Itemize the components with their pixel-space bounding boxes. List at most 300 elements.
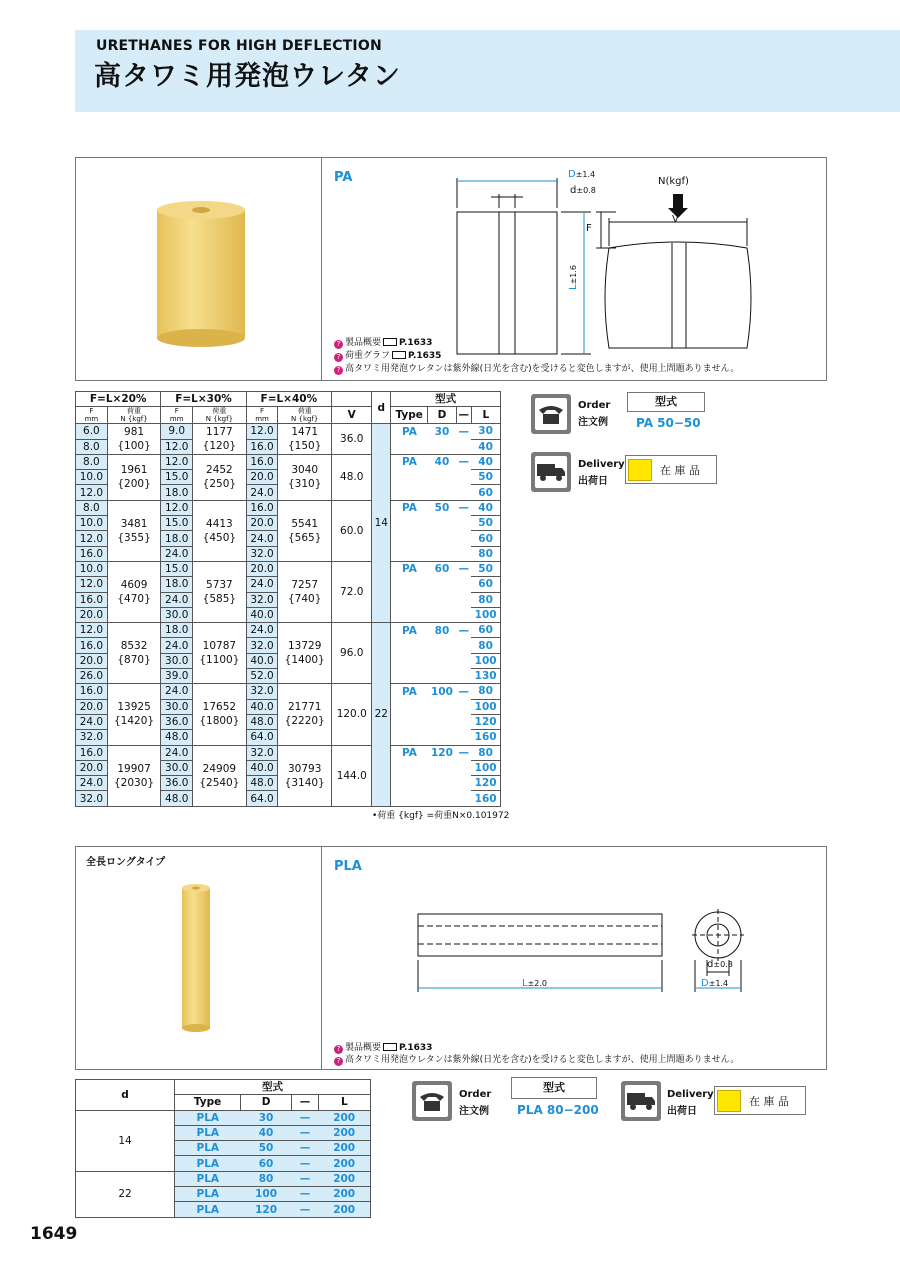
load-kgf: {355} <box>117 531 151 544</box>
load-value <box>193 684 247 745</box>
v-header-top <box>331 392 371 407</box>
f-value: 10.0 <box>76 516 108 531</box>
load-kgf: {1800} <box>199 715 240 728</box>
f-value: 12.0 <box>76 623 108 638</box>
type-cell: PA <box>391 623 428 638</box>
order2-label-jp: 注文例 <box>459 1106 489 1117</box>
v-value: 96.0 <box>331 623 371 684</box>
f-value: 64.0 <box>246 791 278 806</box>
type-cell <box>456 776 471 791</box>
f-value: 32.0 <box>246 684 278 699</box>
f-value: 48.0 <box>246 714 278 729</box>
pla-type-subheader: D <box>241 1095 292 1110</box>
f-value: 12.0 <box>76 531 108 546</box>
type-cell: 80 <box>471 684 500 699</box>
n-subheader <box>278 407 332 424</box>
order2-example: PLA 80−200 <box>517 1103 599 1117</box>
pla-type-cell: PLA <box>175 1171 241 1186</box>
f-value: 8.0 <box>76 454 108 469</box>
f-value: 15.0 <box>161 470 193 485</box>
title-en: URETHANES FOR HIGH DEFLECTION <box>96 38 382 54</box>
delivery-truck-icon <box>621 1081 661 1121</box>
type-cell: — <box>456 424 471 439</box>
type-cell: 60 <box>471 531 500 546</box>
order2-title-box <box>511 1077 597 1099</box>
type-cell <box>456 669 471 684</box>
type-cell <box>391 546 428 561</box>
load-value <box>278 684 332 745</box>
spec-row <box>76 745 501 760</box>
type-cell <box>391 607 428 622</box>
type-cell <box>456 439 471 454</box>
box-icon <box>628 459 652 481</box>
load-value <box>193 745 247 806</box>
type-cell <box>428 699 457 714</box>
type-cell <box>428 669 457 684</box>
load-n: 4609 <box>120 579 148 592</box>
f-value: 52.0 <box>246 669 278 684</box>
group-header: F=L×20% <box>76 392 161 407</box>
type-cell: PA <box>391 424 428 439</box>
f-value: 24.0 <box>161 546 193 561</box>
type-subheader: Type <box>391 407 428 424</box>
f-value: 36.0 <box>161 714 193 729</box>
pla-type-cell: 200 <box>318 1110 370 1125</box>
pla-type-cell: 80 <box>241 1171 292 1186</box>
type-cell: — <box>456 623 471 638</box>
type-cell: 50 <box>428 500 457 515</box>
pa-spec-table <box>75 391 501 807</box>
v-value: 48.0 <box>331 454 371 500</box>
v-header: V <box>331 407 371 424</box>
type-cell: PA <box>391 454 428 469</box>
load-value <box>278 454 332 500</box>
type-cell: 60 <box>471 577 500 592</box>
type-cell <box>391 669 428 684</box>
type-cell <box>456 470 471 485</box>
delivery-label-jp: 出荷日 <box>578 476 608 487</box>
f-value: 20.0 <box>246 470 278 485</box>
load-n: 3040 <box>291 464 319 477</box>
type-cell: 130 <box>471 669 500 684</box>
load-n: 5737 <box>206 579 233 592</box>
delivery2-label-en: Delivery <box>667 1089 714 1100</box>
f-value: 18.0 <box>161 531 193 546</box>
pla-type-cell: — <box>292 1141 319 1156</box>
f-value: 16.0 <box>76 546 108 561</box>
load-value <box>278 623 332 684</box>
type-cell: 40 <box>471 500 500 515</box>
load-kgf: {2030} <box>114 776 155 789</box>
pa-dim-d-tol: ±0.8 <box>576 186 596 195</box>
f-value: 8.0 <box>76 439 108 454</box>
type-cell <box>391 730 428 745</box>
type-cell: 100 <box>471 699 500 714</box>
type-cell <box>428 485 457 500</box>
type-cell: PA <box>391 500 428 515</box>
load-n: 24909 <box>202 762 237 775</box>
type-cell <box>391 531 428 546</box>
f-value: 10.0 <box>76 470 108 485</box>
type-cell <box>456 638 471 653</box>
delivery2-label-jp: 出荷日 <box>667 1106 697 1117</box>
load-kgf: {100} <box>117 440 151 453</box>
f-value: 24.0 <box>161 592 193 607</box>
type-cell: 80 <box>471 638 500 653</box>
load-n: 7257 <box>291 579 319 592</box>
spec-row <box>76 561 501 576</box>
type-cell <box>456 699 471 714</box>
f-value: 24.0 <box>76 714 108 729</box>
f-value: 32.0 <box>76 791 108 806</box>
pla-d-value: 22 <box>76 1171 175 1217</box>
pla-d-header: d <box>76 1080 175 1111</box>
load-kgf: {450} <box>202 531 237 544</box>
type-cell: 120 <box>471 714 500 729</box>
load-n: 21771 <box>288 701 322 714</box>
pa-note-3 <box>334 363 739 375</box>
f-value: 24.0 <box>161 745 193 760</box>
v-value: 144.0 <box>331 745 371 806</box>
pla-type-subheader: Type <box>175 1095 241 1110</box>
order-phone-icon <box>531 394 571 434</box>
d-value: 14 <box>372 424 391 623</box>
f-value: 18.0 <box>161 577 193 592</box>
f-unit: mm <box>84 415 99 424</box>
f-value: 16.0 <box>76 592 108 607</box>
type-cell <box>456 730 471 745</box>
f-value: 24.0 <box>161 638 193 653</box>
type-cell: 60 <box>428 561 457 576</box>
type-cell: 100 <box>471 760 500 775</box>
load-kgf: {1100} <box>199 654 240 667</box>
pa-note-3-text: 高タワミ用発泡ウレタンは紫外線(日光を含む)を受けると変色しますが、使用上問題ありません。 <box>345 364 740 374</box>
pla-type-cell: 200 <box>318 1156 370 1171</box>
pla-dim-D <box>701 978 728 989</box>
stock2-box <box>714 1086 806 1115</box>
pla-product-image <box>176 882 216 1032</box>
type-cell: 100 <box>471 607 500 622</box>
f-value: 24.0 <box>246 485 278 500</box>
type-cell <box>456 485 471 500</box>
f-value: 30.0 <box>161 760 193 775</box>
f-value: 12.0 <box>76 485 108 500</box>
pla-type-header: 型式 <box>175 1080 371 1095</box>
pla-type-cell: 120 <box>241 1202 292 1217</box>
type-cell <box>391 485 428 500</box>
pla-dim-L <box>522 978 547 989</box>
f-value: 30.0 <box>161 699 193 714</box>
spec-row <box>76 500 501 515</box>
type-cell: 50 <box>471 516 500 531</box>
f-unit: mm <box>255 415 269 424</box>
n-subheader <box>107 407 161 424</box>
type-cell <box>456 653 471 668</box>
f-value: 32.0 <box>246 745 278 760</box>
type-cell <box>428 607 457 622</box>
pla-dim-L-letter: L <box>522 978 528 989</box>
pla-row <box>76 1171 371 1186</box>
load-n: 1471 <box>291 426 319 439</box>
f-value: 24.0 <box>246 623 278 638</box>
spec-row <box>76 623 501 638</box>
load-n: 8532 <box>120 640 148 653</box>
type-cell <box>391 699 428 714</box>
type-cell: 160 <box>471 791 500 806</box>
type-cell: 120 <box>428 745 457 760</box>
f-value: 32.0 <box>246 546 278 561</box>
pla-type-cell: — <box>292 1202 319 1217</box>
pla-type-cell: PLA <box>175 1202 241 1217</box>
pa-dim-L <box>568 265 579 290</box>
pla-type-cell: — <box>292 1187 319 1202</box>
type-cell <box>456 791 471 806</box>
pa-drawing <box>441 168 821 358</box>
type-cell <box>456 760 471 775</box>
type-cell: 60 <box>471 485 500 500</box>
type-cell <box>456 516 471 531</box>
f-value: 8.0 <box>76 500 108 515</box>
load-n: 19907 <box>117 762 151 775</box>
load-value <box>107 745 161 806</box>
load-value <box>107 684 161 745</box>
f-label: F <box>260 407 265 416</box>
f-value: 24.0 <box>246 577 278 592</box>
pa-product-image <box>151 198 251 348</box>
page-header <box>75 30 900 112</box>
type-cell: PA <box>391 561 428 576</box>
spec-row <box>76 454 501 469</box>
f-value: 40.0 <box>246 653 278 668</box>
type-cell <box>428 776 457 791</box>
load-kgf: {150} <box>288 440 322 453</box>
load-n: 30793 <box>288 762 322 775</box>
load-kgf: {470} <box>117 593 151 606</box>
load-n: 1177 <box>206 426 233 439</box>
f-value: 16.0 <box>76 745 108 760</box>
pa-dim-D-letter: D <box>568 169 576 180</box>
type-cell <box>456 531 471 546</box>
load-value <box>107 424 161 455</box>
pa-note-1-page[interactable]: P.1633 <box>399 338 433 348</box>
type-subheader: — <box>456 407 471 424</box>
f-value: 16.0 <box>76 638 108 653</box>
order-phone-icon <box>412 1081 452 1121</box>
pla-type-cell: — <box>292 1171 319 1186</box>
type-cell <box>391 470 428 485</box>
load-value <box>107 623 161 684</box>
pla-type-cell: 50 <box>241 1141 292 1156</box>
delivery-truck-icon <box>531 452 571 492</box>
order-label-jp: 注文例 <box>578 417 608 428</box>
n-unit: N {kgf} <box>120 415 148 424</box>
f-value: 15.0 <box>161 516 193 531</box>
type-cell <box>456 592 471 607</box>
pla-note-1-page[interactable]: P.1633 <box>399 1043 433 1053</box>
f-value: 9.0 <box>161 424 193 439</box>
pa-dim-V: V <box>672 214 679 225</box>
load-kgf: {1400} <box>284 654 325 667</box>
load-value <box>193 623 247 684</box>
d-header: d <box>372 392 391 424</box>
n-unit: N {kgf} <box>291 415 319 424</box>
type-cell: — <box>456 684 471 699</box>
load-n: 1961 <box>120 464 148 477</box>
pla-type-cell: 100 <box>241 1187 292 1202</box>
f-value: 12.0 <box>161 454 193 469</box>
n-unit: N {kgf} <box>205 415 234 424</box>
type-cell: 120 <box>471 776 500 791</box>
pla-type-cell: 30 <box>241 1110 292 1125</box>
d-value: 22 <box>372 623 391 807</box>
f-value: 32.0 <box>246 638 278 653</box>
pla-type-cell: PLA <box>175 1141 241 1156</box>
group-header: F=L×40% <box>246 392 331 407</box>
pa-dim-D-tol: ±1.4 <box>575 170 596 179</box>
order-title-box <box>627 392 705 412</box>
pla-type-cell: PLA <box>175 1125 241 1140</box>
load-kgf: {120} <box>202 440 237 453</box>
type-cell: PA <box>391 684 428 699</box>
load-n: 3481 <box>120 517 148 530</box>
stock-label: 在 庫 品 <box>660 464 700 477</box>
type-cell: 50 <box>471 561 500 576</box>
load-value <box>193 424 247 455</box>
type-cell: 40 <box>471 454 500 469</box>
page-number: 1649 <box>30 1224 78 1244</box>
pla-type-cell: 200 <box>318 1171 370 1186</box>
type-cell <box>428 791 457 806</box>
type-cell <box>456 607 471 622</box>
f-subheader <box>76 407 108 424</box>
f-value: 18.0 <box>161 485 193 500</box>
load-n: 2452 <box>206 464 233 477</box>
pla-dim-D-tol: ±1.4 <box>708 979 729 988</box>
pa-dim-L-tol: ±1.6 <box>569 264 578 285</box>
pla-type-cell: 200 <box>318 1125 370 1140</box>
f-value: 30.0 <box>161 653 193 668</box>
pla-type-cell: — <box>292 1156 319 1171</box>
type-cell <box>428 653 457 668</box>
type-cell <box>391 760 428 775</box>
pa-note-2 <box>334 350 441 362</box>
load-n: 981 <box>124 426 145 439</box>
load-n: 5541 <box>291 517 319 530</box>
pla-dim-d <box>707 959 733 970</box>
type-cell <box>428 730 457 745</box>
f-value: 32.0 <box>246 592 278 607</box>
f-value: 40.0 <box>246 607 278 622</box>
page-ref-icon <box>383 338 397 346</box>
pla-spec-table <box>75 1079 371 1218</box>
type-cell <box>391 577 428 592</box>
info-icon: ? <box>334 1057 343 1066</box>
load-n: 13925 <box>117 701 151 714</box>
type-cell: 100 <box>428 684 457 699</box>
info-icon: ? <box>334 353 343 362</box>
load-kgf: {565} <box>288 531 322 544</box>
page-ref-icon <box>383 1043 397 1051</box>
delivery-label-en: Delivery <box>578 459 625 470</box>
pla-note-1-text: 製品概要 <box>345 1043 382 1053</box>
f-value: 40.0 <box>246 760 278 775</box>
pla-d-value: 14 <box>76 1110 175 1171</box>
type-cell <box>428 638 457 653</box>
pla-type-cell: 200 <box>318 1141 370 1156</box>
pla-section-title: 全長ロングタイプ <box>86 857 166 868</box>
type-cell <box>391 638 428 653</box>
stock2-label: 在 庫 品 <box>749 1095 789 1108</box>
type-cell <box>456 714 471 729</box>
load-value <box>107 561 161 622</box>
pa-dim-d <box>570 185 596 196</box>
type-subheader: D <box>428 407 457 424</box>
order2-label-en: Order <box>459 1089 492 1100</box>
f-label: F <box>174 407 179 416</box>
pa-note-2-page[interactable]: P.1635 <box>408 351 442 361</box>
type-cell: 40 <box>428 454 457 469</box>
load-value <box>107 500 161 561</box>
type-cell <box>391 516 428 531</box>
f-value: 16.0 <box>246 454 278 469</box>
f-value: 64.0 <box>246 730 278 745</box>
f-value: 36.0 <box>161 776 193 791</box>
load-footnote: •荷重 {kgf} =荷重N×0.101972 <box>372 811 510 821</box>
type-subheader: L <box>471 407 500 424</box>
type-cell <box>428 592 457 607</box>
pla-type-cell: PLA <box>175 1187 241 1202</box>
load-n: 4413 <box>206 517 233 530</box>
f-value: 20.0 <box>246 561 278 576</box>
type-cell <box>428 760 457 775</box>
load-kgf: {740} <box>288 593 322 606</box>
type-cell: 80 <box>471 546 500 561</box>
load-kgf: {2540} <box>199 776 240 789</box>
f-value: 26.0 <box>76 669 108 684</box>
f-value: 16.0 <box>246 500 278 515</box>
type-cell <box>391 776 428 791</box>
order2-title: 型式 <box>543 1081 565 1094</box>
type-cell: 30 <box>471 424 500 439</box>
load-kgf: {3140} <box>284 776 325 789</box>
pla-dim-d-tol: ±0.8 <box>713 960 733 969</box>
spec-row <box>76 684 501 699</box>
pla-type-cell: 40 <box>241 1125 292 1140</box>
pla-type-subheader: L <box>318 1095 370 1110</box>
pla-type-cell: PLA <box>175 1110 241 1125</box>
info-icon: ? <box>334 366 343 375</box>
type-cell: 160 <box>471 730 500 745</box>
f-value: 24.0 <box>161 684 193 699</box>
type-cell: PA <box>391 745 428 760</box>
n-label: 荷重 <box>212 407 227 416</box>
load-n: 13729 <box>288 640 322 653</box>
pla-type-cell: 200 <box>318 1202 370 1217</box>
f-value: 24.0 <box>246 531 278 546</box>
type-cell <box>428 714 457 729</box>
type-cell: — <box>456 500 471 515</box>
f-value: 12.0 <box>161 500 193 515</box>
v-value: 60.0 <box>331 500 371 561</box>
pla-label: PLA <box>334 859 362 874</box>
pa-dim-L-letter: L <box>568 284 579 290</box>
load-kgf: {310} <box>288 478 322 491</box>
v-value: 120.0 <box>331 684 371 745</box>
pla-product-box <box>75 846 827 1070</box>
type-cell: — <box>456 454 471 469</box>
v-value: 72.0 <box>331 561 371 622</box>
pla-row <box>76 1110 371 1125</box>
